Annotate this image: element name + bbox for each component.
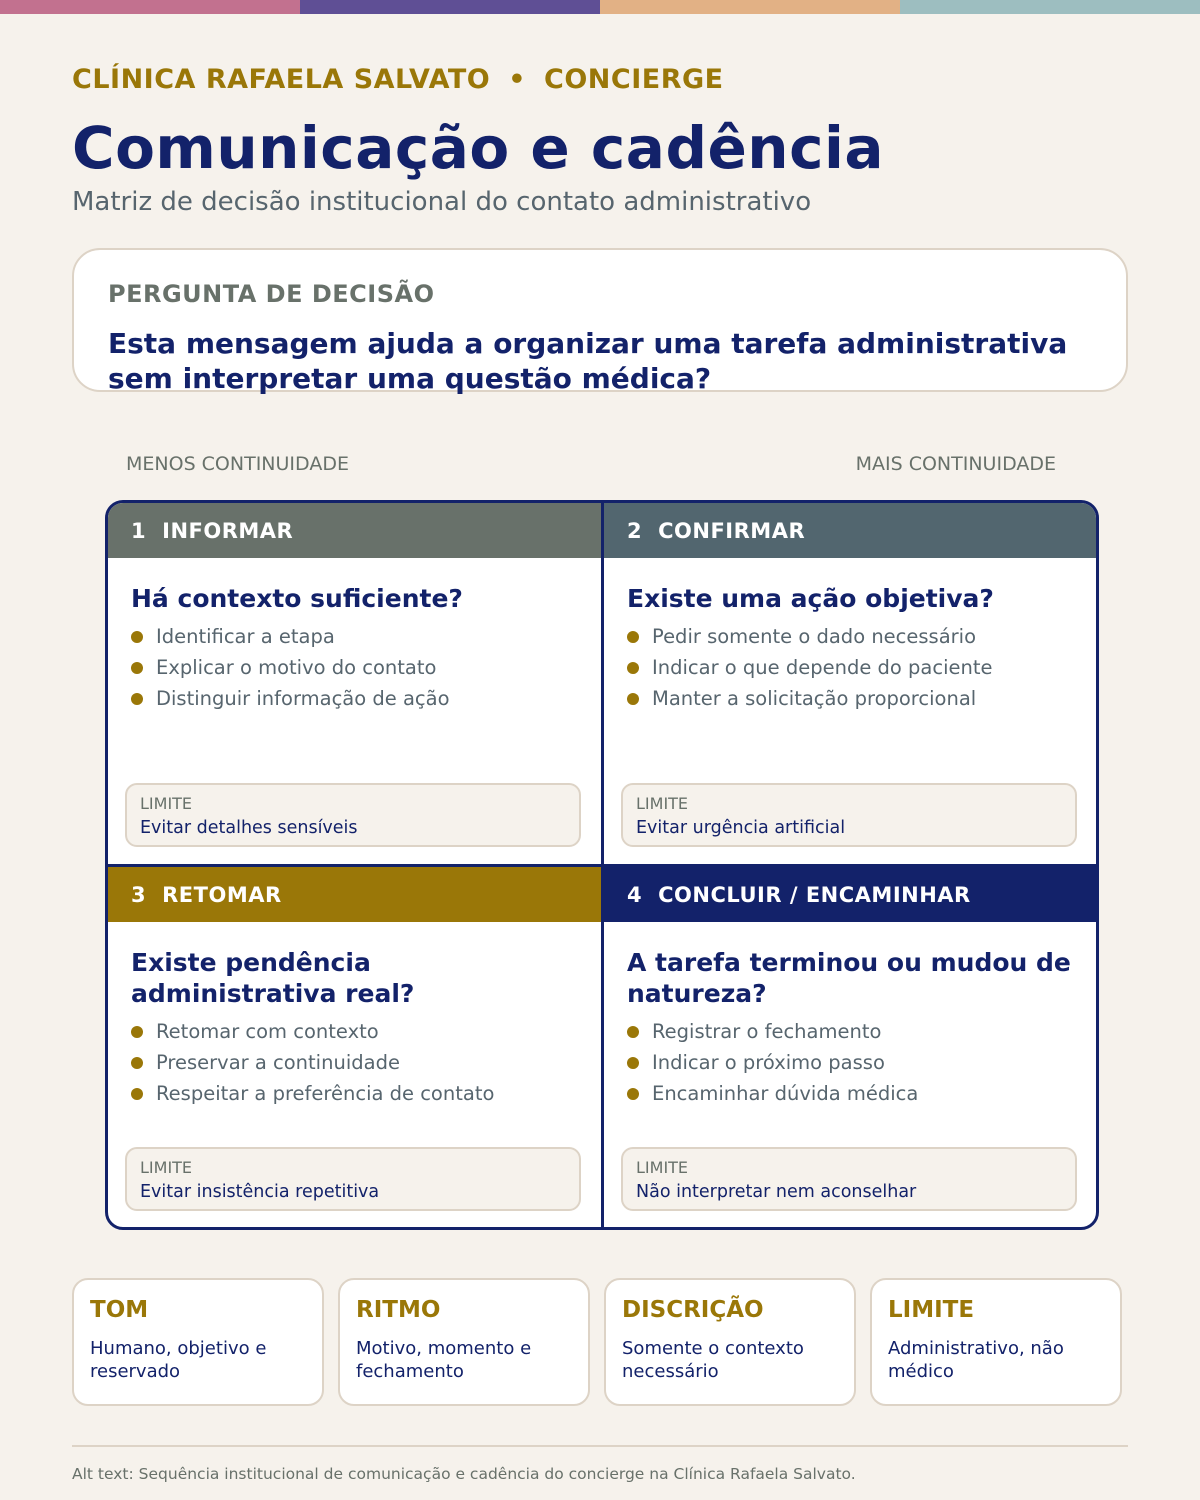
principle-card-discricao: [604, 1278, 856, 1406]
quadrant-informar: [108, 503, 601, 864]
quadrant-header: [604, 503, 1097, 558]
list-item: [627, 652, 1077, 683]
limit-text: Evitar urgência artificial: [636, 818, 846, 838]
top-bar-segment-4: [900, 0, 1200, 14]
page-title: Comunicação e cadência: [72, 114, 884, 182]
principle-card-limite: [870, 1278, 1122, 1406]
limit-box: [125, 783, 581, 847]
quadrant-number: 4: [627, 882, 643, 907]
list-item: [131, 1047, 581, 1078]
quadrant-number: 2: [627, 518, 643, 543]
quadrant-question: A tarefa terminou ou mudou de natureza?: [627, 948, 1071, 1008]
list-item-text: Respeitar a preferência de contato: [156, 1082, 495, 1105]
quadrant-item-list: [627, 1016, 1077, 1109]
alt-text-footer: Alt text: Sequência institucional de comunicação e cadência do concierge na Clínica Rafaela Salvato.: [72, 1465, 856, 1483]
list-item-text: Explicar o motivo do contato: [156, 656, 437, 679]
limit-label: LIMITE: [636, 1158, 689, 1177]
principle-text: Administrativo, não médico: [888, 1338, 1064, 1382]
quadrant-name: CONFIRMAR: [658, 518, 806, 543]
bullet-icon: [131, 1088, 143, 1100]
limit-text: Não interpretar nem aconselhar: [636, 1182, 917, 1202]
top-color-bar: [0, 0, 1200, 14]
limit-label: LIMITE: [140, 1158, 193, 1177]
top-bar-segment-1: [0, 0, 300, 14]
matrix-horizontal-divider: [108, 864, 1096, 867]
quadrant-retomar: [108, 867, 601, 1228]
list-item-text: Pedir somente o dado necessário: [652, 625, 977, 648]
limit-box: [125, 1147, 581, 1211]
section-name: CONCIERGE: [544, 64, 724, 95]
quadrant-number: 3: [131, 882, 147, 907]
list-item-text: Preservar a continuidade: [156, 1051, 400, 1074]
quadrant-item-list: [131, 621, 581, 714]
list-item-text: Manter a solicitação proporcional: [652, 687, 977, 710]
bullet-icon: [627, 1088, 639, 1100]
principle-cards: [72, 1278, 1124, 1406]
list-item-text: Retomar com contexto: [156, 1020, 379, 1043]
limit-box: [621, 783, 1077, 847]
list-item: [131, 1016, 581, 1047]
top-bar-segment-2: [300, 0, 600, 14]
limit-text: Evitar detalhes sensíveis: [140, 818, 358, 838]
axis-label-right: MAIS CONTINUIDADE: [855, 453, 1056, 475]
principle-title: TOM: [90, 1297, 149, 1323]
list-item: [627, 621, 1077, 652]
bullet-icon: [131, 1026, 143, 1038]
quadrant-question: Existe uma ação objetiva?: [627, 584, 994, 613]
list-item-text: Distinguir informação de ação: [156, 687, 450, 710]
list-item: [627, 1047, 1077, 1078]
quadrant-question: Existe pendência administrativa real?: [131, 948, 415, 1008]
bullet-icon: [627, 693, 639, 705]
list-item: [131, 652, 581, 683]
bullet-icon: [131, 662, 143, 674]
bullet-icon: [627, 1026, 639, 1038]
list-item-text: Encaminhar dúvida médica: [652, 1082, 919, 1105]
eyebrow: [72, 64, 724, 95]
principle-text: Humano, objetivo e reservado: [90, 1338, 267, 1382]
quadrant-header: [604, 867, 1097, 922]
list-item-text: Registrar o fechamento: [652, 1020, 882, 1043]
principle-text: Motivo, momento e fechamento: [356, 1338, 532, 1382]
principle-card-tom: [72, 1278, 324, 1406]
list-item: [131, 683, 581, 714]
eyebrow-separator: •: [508, 64, 527, 95]
principle-title: LIMITE: [888, 1297, 975, 1323]
list-item: [627, 1078, 1077, 1109]
clinic-name: CLÍNICA RAFAELA SALVATO: [72, 64, 491, 95]
list-item: [627, 683, 1077, 714]
quadrant-name: RETOMAR: [162, 882, 282, 907]
decision-question-card: [72, 248, 1128, 395]
quadrant-header: [108, 503, 601, 558]
limit-label: LIMITE: [140, 794, 193, 813]
list-item: [131, 1078, 581, 1109]
decision-question-label: PERGUNTA DE DECISÃO: [108, 280, 435, 308]
quadrant-confirmar: [604, 503, 1097, 864]
bullet-icon: [131, 693, 143, 705]
list-item-text: Indicar o próximo passo: [652, 1051, 885, 1074]
quadrant-name: CONCLUIR / ENCAMINHAR: [658, 882, 971, 907]
principle-card-ritmo: [338, 1278, 590, 1406]
bullet-icon: [131, 1057, 143, 1069]
principle-text: Somente o contexto necessário: [622, 1338, 804, 1382]
quadrant-concluir-encaminhar: [604, 867, 1097, 1228]
decision-question-text: Esta mensagem ajuda a organizar uma tarefa administrativa sem interpretar uma questão médica?: [108, 327, 1068, 395]
list-item-text: Identificar a etapa: [156, 625, 335, 648]
limit-label: LIMITE: [636, 794, 689, 813]
quadrant-name: INFORMAR: [162, 518, 294, 543]
bullet-icon: [131, 631, 143, 643]
bullet-icon: [627, 662, 639, 674]
limit-text: Evitar insistência repetitiva: [140, 1182, 380, 1202]
quadrant-question: Há contexto suficiente?: [131, 584, 463, 613]
quadrant-number: 1: [131, 518, 147, 543]
limit-box: [621, 1147, 1077, 1211]
bullet-icon: [627, 631, 639, 643]
quadrant-item-list: [131, 1016, 581, 1109]
decision-matrix: [105, 500, 1099, 1230]
quadrant-header: [108, 867, 601, 922]
footer-divider: [72, 1445, 1128, 1447]
bullet-icon: [627, 1057, 639, 1069]
top-bar-segment-3: [600, 0, 900, 14]
list-item: [131, 621, 581, 652]
principle-title: DISCRIÇÃO: [622, 1297, 764, 1323]
principle-title: RITMO: [356, 1297, 441, 1323]
page-subtitle: Matriz de decisão institucional do contato administrativo: [72, 187, 812, 217]
list-item: [627, 1016, 1077, 1047]
list-item-text: Indicar o que depende do paciente: [652, 656, 993, 679]
quadrant-item-list: [627, 621, 1077, 714]
axis-label-left: MENOS CONTINUIDADE: [126, 453, 349, 475]
